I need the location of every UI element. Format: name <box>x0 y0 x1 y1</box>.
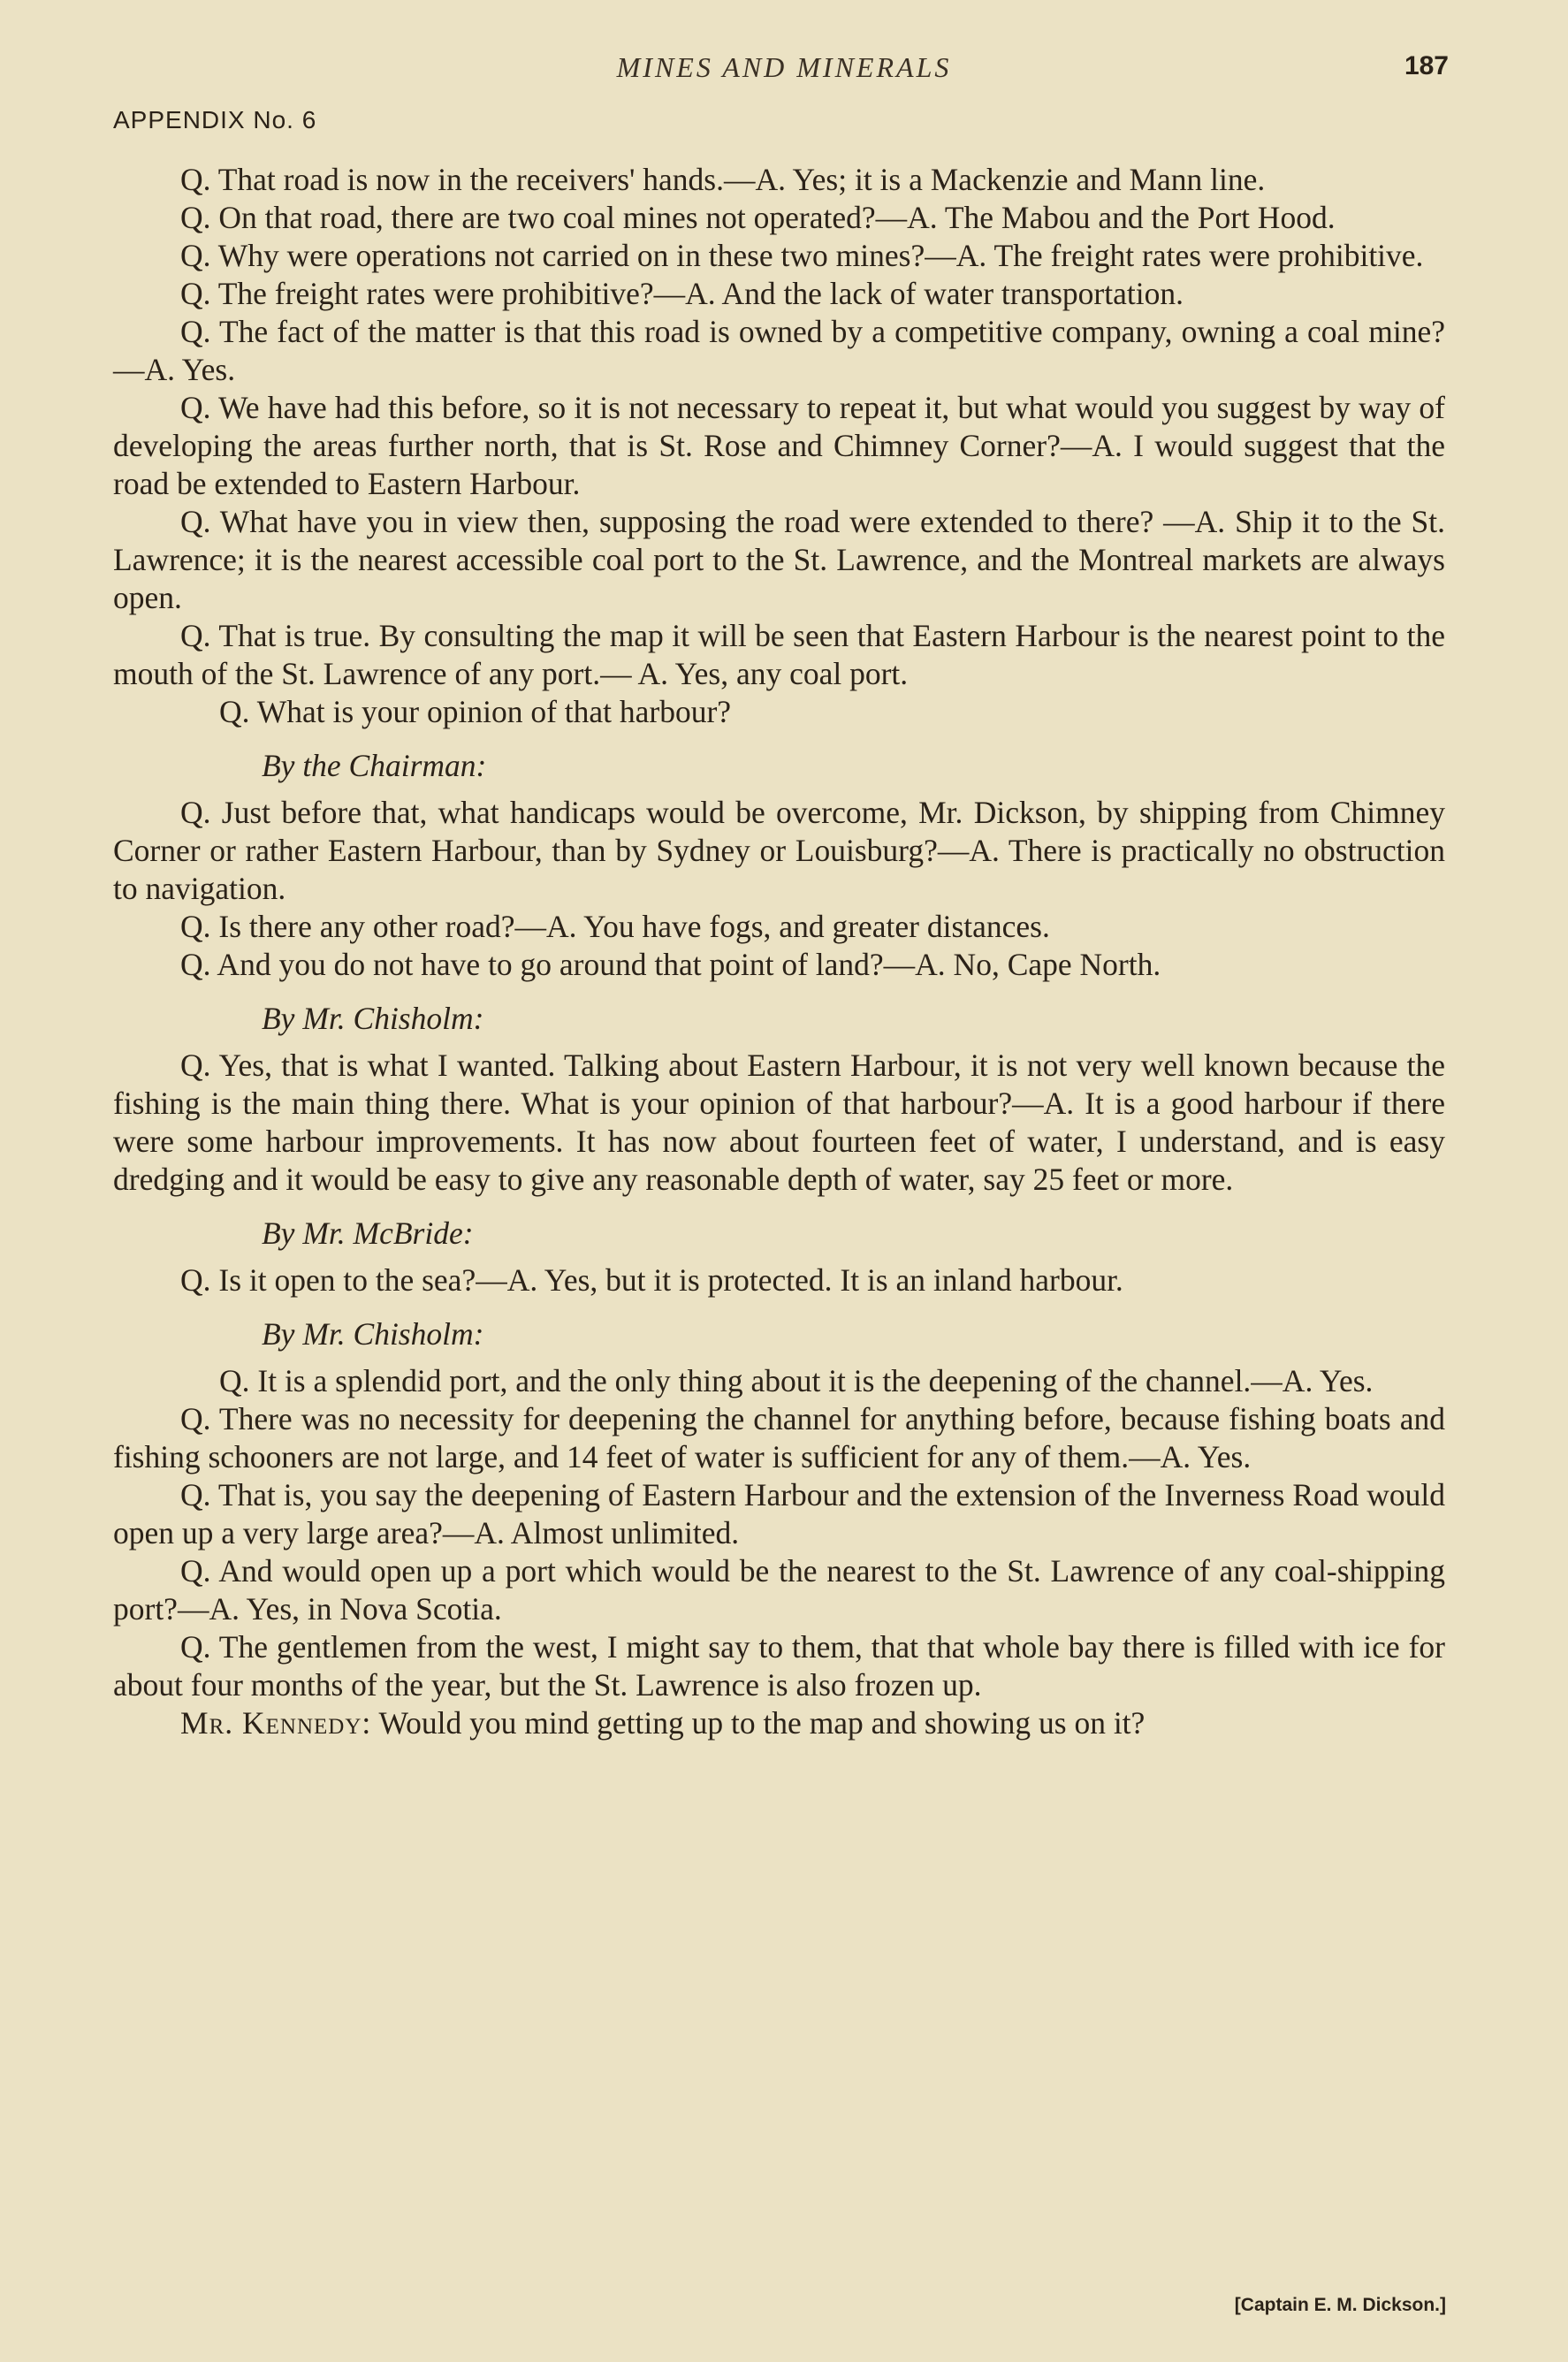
paragraph: Q. Is it open to the sea?—A. Yes, but it is protected. It is an inland harbour. <box>180 1262 1123 1298</box>
paragraph: Q. What is your opinion of that harbour? <box>219 694 732 729</box>
paragraph: Q. Is there any other road?—A. You have fogs, and greater distances. <box>180 909 1050 944</box>
speaker-statement: Would you mind getting up to the map and showing us on it? <box>371 1705 1146 1741</box>
paragraph: Q. Why were operations not carried on in these two mines?—A. The freight rates were prohibitive. <box>180 238 1424 273</box>
paragraph: Q. We have had this before, so it is not necessary to repeat it, but what would you suggest by way of developing the areas further north, that is St. Rose and Chimney Corner?—A. I would suggest that the road be extended to Eastern Harbour. <box>113 390 1445 501</box>
running-title: MINES AND MINERALS <box>616 51 952 83</box>
speaker-heading: By Mr. Chisholm: <box>262 1316 484 1352</box>
paragraph: Q. That is true. By consulting the map it will be seen that Eastern Harbour is the nearest point to the mouth of the St. Lawrence of any port.— A. Yes, any coal port. <box>113 618 1445 691</box>
paragraph: Q. On that road, there are two coal mines not operated?—A. The Mabou and the Port Hood. <box>180 200 1336 235</box>
appendix-label: APPENDIX No. 6 <box>113 106 317 133</box>
paragraph-kennedy <box>113 1704 1445 1742</box>
speaker-heading: By the Chairman: <box>262 748 487 783</box>
paragraph: Q. There was no necessity for deepening the channel for anything before, because fishing boats and fishing schooners are not large, and 14 feet of water is sufficient for any of them.—A. Yes. <box>113 1401 1445 1474</box>
paragraph: Q. Yes, that is what I wanted. Talking about Eastern Harbour, it is not very well known because the fishing is the main thing there. What is your opinion of that harbour?—A. It is a good harbour if there were some harbour improvements. It has now about fourteen feet of water, I understand, and is easy dredging and it would be easy to give any reasonable depth of water, say 25 feet or more. <box>113 1048 1445 1197</box>
paragraph: Q. That road is now in the receivers' hands.—A. Yes; it is a Mackenzie and Mann line. <box>180 162 1266 197</box>
paragraph: Q. And you do not have to go around that point of land?—A. No, Cape North. <box>180 947 1161 982</box>
paragraph: Q. The freight rates were prohibitive?—A. And the lack of water transportation. <box>180 276 1184 311</box>
paragraph: Q. And would open up a port which would be the nearest to the St. Lawrence of any coal-shipping port?—A. Yes, in Nova Scotia. <box>113 1553 1445 1627</box>
speaker-name: Mr. Kennedy: <box>180 1705 372 1741</box>
speaker-heading: By Mr. Chisholm: <box>262 1001 484 1036</box>
paragraph: Q. The fact of the matter is that this road is owned by a competitive company, owning a coal mine?—A. Yes. <box>113 314 1445 387</box>
body-text <box>113 161 1445 1742</box>
paragraph: Q. What have you in view then, supposing the road were extended to there? —A. Ship it to the St. Lawrence; it is the nearest accessible coal port to the St. Lawrence, and the Montreal markets are always open. <box>113 504 1445 615</box>
page-number: 187 <box>1404 51 1449 80</box>
paragraph: Q. The gentlemen from the west, I might say to them, that that whole bay there is filled with ice for about four months of the year, but the St. Lawrence is also frozen up. <box>113 1629 1445 1703</box>
witness-footer: [Captain E. M. Dickson.] <box>1234 2295 1446 2315</box>
paragraph: Q. Just before that, what handicaps would be overcome, Mr. Dickson, by shipping from Chimney Corner or rather Eastern Harbour, than by Sydney or Louisburg?—A. There is practically no obstruction to navigation. <box>113 795 1445 906</box>
speaker-heading: By Mr. McBride: <box>262 1215 474 1251</box>
paragraph: Q. That is, you say the deepening of Eastern Harbour and the extension of the Inverness Road would open up a very large area?—A. Almost unlimited. <box>113 1477 1445 1551</box>
paragraph: Q. It is a splendid port, and the only thing about it is the deepening of the channel.—A. Yes. <box>219 1363 1374 1398</box>
